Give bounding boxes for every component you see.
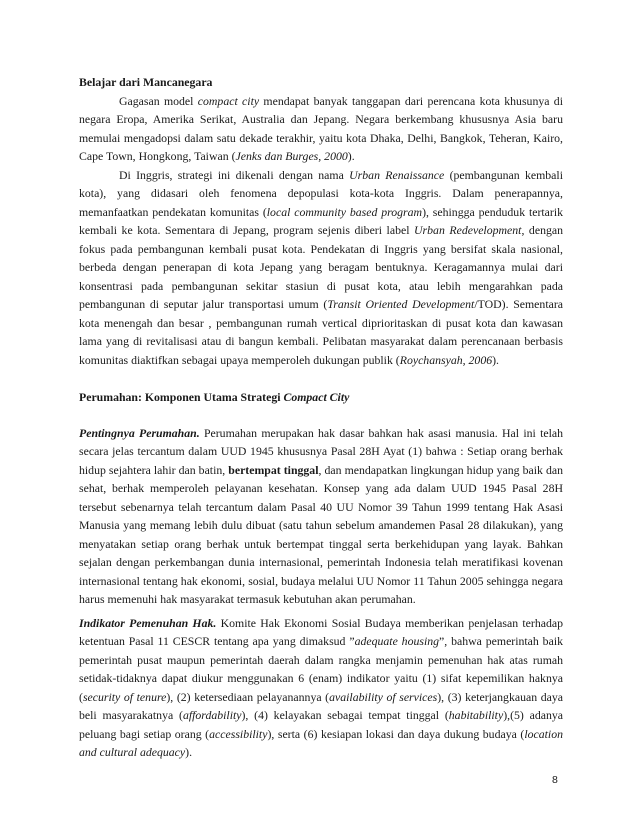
text-run: habitability: [448, 708, 504, 722]
text-run: (pembangunan kembali kota), yang didasari oleh fenomena depopulasi kota-kota Inggris. Dalam penerapannya, memanfaatkan pendekatan komunitas (: [79, 167, 563, 219]
section-heading-perumahan: [79, 388, 563, 407]
text-run: ), sehingga penduduk tertarik kembali ke kota. Sementara di Jepang, program sejenis diberi label: [79, 204, 564, 237]
page-number: 8: [552, 774, 558, 786]
text-run: Urban Renaissance: [349, 167, 445, 182]
text-run: Di Inggris, strategi ini dikenali dengan nama: [119, 167, 350, 182]
text-run: bertempat tinggal: [228, 462, 319, 477]
text-run: Indikator Pemenuhan Hak.: [79, 615, 217, 630]
text-run: ), (4) kelayakan sebagai tempat tinggal (: [241, 708, 449, 722]
text-run: ), (3) keterjangkauan daya beli masyarakatnya (: [79, 689, 563, 722]
text-run: ).: [492, 352, 500, 367]
text-run: ), serta (6) kesiapan lokasi dan daya dukung budaya (: [267, 726, 525, 741]
text-run: /TOD). Sementara kota menengah dan besar , pembangunan rumah vertical diprioritaskan di pusat kota dan kawasan lama yang di revitalisasi atau di bangun kembali. Pelibatan masyarakat dalam perencanaan berbasis komunitas diaktifkan sebagai upaya memperoleh dukungan publik (: [79, 297, 563, 367]
text-run: mendapat banyak tanggapan dari perencana kota khusunya di negara Eropa, Amerika Serikat, Australia dan Jepang. Negara berkembang khususnya Asia baru memulai mengadopsi dalam satu dekade terakhir, yaitu kota Dhaka, Delhi, Bangkok, Teheran, Kairo, Cape Town, Hongkong, Taiwan (: [79, 93, 563, 163]
text-run: accessibility: [209, 726, 268, 741]
text-run: Komite Hak Ekonomi Sosial Budaya memberikan penjelasan terhadap ketentuan Pasal 11 CESCR tentang apa yang dimaksud ”: [79, 615, 563, 648]
text-run: Perumahan merupakan hak dasar bahkan hak asasi manusia. Hal ini telah secara jelas tercantum dalam UUD 1945 khususnya Pasal 28H Ayat (1) bahwa : Setiap orang berhak hidup sejahtera lahir dan batin,: [79, 425, 563, 477]
text-run: Pentingnya Perumahan.: [79, 425, 200, 440]
text-run: security of tenure: [82, 689, 167, 704]
text-run: availability of services: [329, 689, 438, 704]
text-run: Gagasan model: [119, 93, 198, 108]
text-run: , dengan fokus pada pembangunan kembali pusat kota. Pendekatan di Inggris yang bersifat skala nasional, berbeda dengan penerapan di kota Jepang yang beragam bentuknya. Keragamannya mulai dari konsentrasi pada pembangunan sekitar stasiun di pusat kota, atau lebih mengarahkan pada pembangunan di seputar jalur transportasi umum (: [79, 223, 563, 311]
text-run: Urban Redevelopment: [414, 223, 522, 237]
text-run: compact city: [197, 93, 260, 108]
text-run: ),(5) adanya peluang bagi setiap orang (: [79, 708, 564, 741]
text-run: Jenks dan Burges, 2000: [235, 149, 348, 163]
text-run: affordability: [182, 708, 242, 722]
paragraph-compact-city-adoption: [79, 92, 563, 166]
section-heading-perumahan-text: Perumahan: Komponen Utama Strategi: [79, 390, 284, 404]
paragraph-indikator-pemenuhan-hak: [79, 614, 563, 762]
text-run: local community based program: [266, 204, 423, 219]
text-run: adequate housing: [354, 634, 440, 648]
section-heading-mancanegara: Belajar dari Mancanegara: [79, 75, 213, 89]
text-run: ).: [185, 745, 193, 759]
paragraph-pentingnya-perumahan: [79, 424, 563, 609]
page-content: [79, 73, 563, 762]
text-run: Roychansyah, 2006: [399, 352, 493, 367]
text-run: ”, bahwa pemerintah baik pemerintah pusat maupun pemerintah daerah dalam rangka menjamin pemenuhan hak atas rumah setidak-tidaknya dapat diukur menggunakan 6 (enam) indikator yaitu (1) sifat kepemilikan haknya (: [79, 634, 563, 704]
text-run: , dan mendapatkan lingkungan hidup yang baik dan sehat, berhak memperoleh pelayanan kesehatan. Konsep yang ada dalam UUD 1945 Pasal 28H tersebut sebenarnya telah tercantum dalam Pasal 40 UU Nomor 39 Tahun 1999 tentang Hak Asasi Manusia yang memang lebih dulu dibuat (satu tahun sebelum amandemen Pasal 28 dilakukan), yang menyatakan setiap orang berhak untuk bertempat tinggal serta berkehidupan yang layak. Bahkan sejalan dengan perkembangan dunia internasional, pemerintah Indonesia telah meratifikasi kovenan internasional tentang hak ekonomi, sosial, budaya melalui UU Nomor 11 Tahun 2005 sehingga negara harus memenuhi hak masyarakat termasuk kebutuhan akan perumahan.: [79, 462, 563, 606]
section-heading-perumahan-italic: Compact City: [283, 390, 350, 404]
text-run: location and cultural adequacy: [79, 726, 563, 759]
text-run: ), (2) ketersediaan pelayanannya (: [166, 689, 330, 704]
text-run: Transit Oriented Development: [327, 297, 475, 311]
text-run: ).: [347, 149, 355, 163]
paragraph-inggris-jepang: [79, 166, 563, 370]
